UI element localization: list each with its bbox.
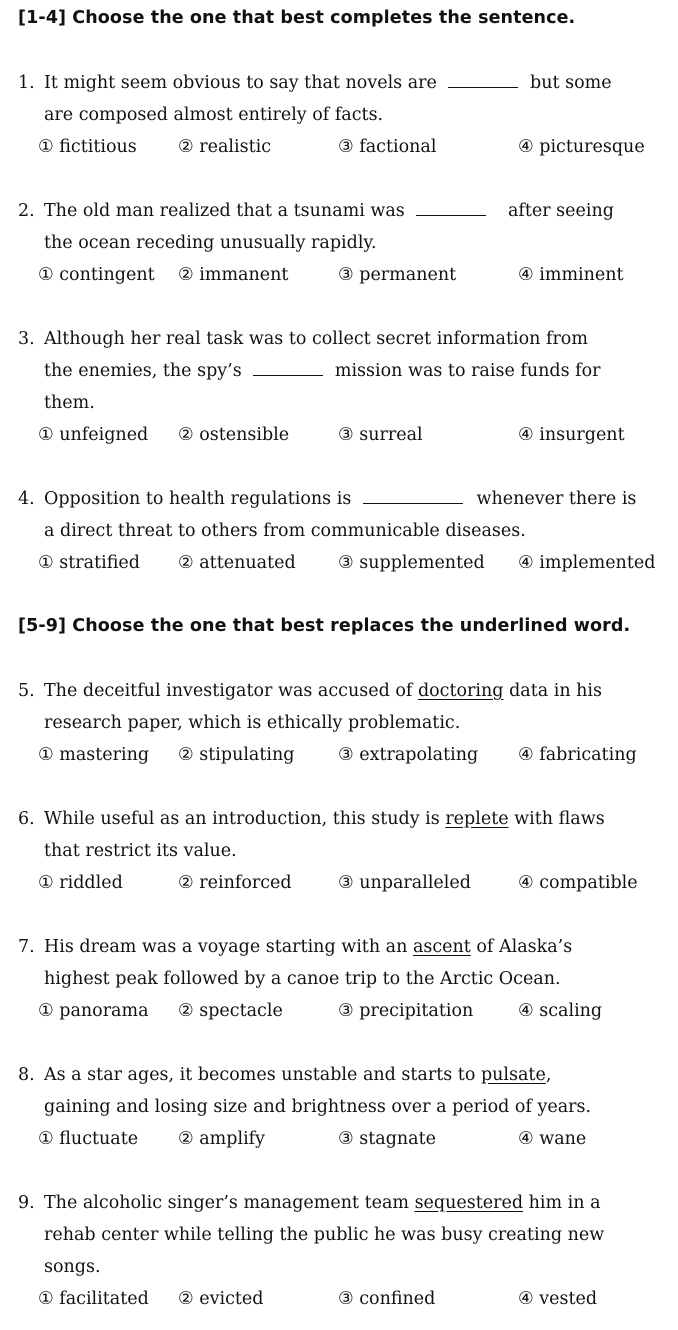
section-title-1-4: [1-4] Choose the one that best completes the sentence. (18, 8, 576, 28)
option-2[interactable]: ② spectacle (178, 1001, 283, 1021)
option-1[interactable]: ① contingent (38, 265, 155, 285)
option-3[interactable]: ③ permanent (338, 265, 457, 285)
option-4[interactable]: ④ wane (518, 1129, 587, 1149)
underlined-word: pulsate (480, 1065, 546, 1085)
option-4[interactable]: ④ fabricating (518, 745, 637, 765)
question-line (44, 360, 601, 382)
question-line: highest peak followed by a canoe trip to the Arctic Ocean. (44, 969, 561, 989)
question-line: Although her real task was to collect secret information from (44, 329, 588, 349)
question-text: the enemies, the spy’s (44, 361, 242, 381)
option-2[interactable]: ② stipulating (178, 745, 295, 765)
question-text: , (545, 1065, 552, 1085)
question-text: data in his (509, 681, 603, 701)
option-3[interactable]: ③ unparalleled (338, 873, 471, 893)
question-text: His dream was a voyage starting with an (44, 937, 408, 957)
question-number: 5. (18, 681, 35, 701)
question-line: songs. (44, 1257, 101, 1277)
option-2[interactable]: ② ostensible (178, 425, 290, 445)
underlined-word: sequestered (414, 1193, 524, 1213)
question-line: that restrict its value. (44, 841, 237, 861)
question-line (44, 488, 636, 510)
option-3[interactable]: ③ confined (338, 1289, 436, 1309)
option-2[interactable]: ② immanent (178, 265, 289, 285)
question-text: Opposition to health regulations is (44, 489, 352, 509)
option-4[interactable]: ④ compatible (518, 873, 638, 893)
question-text: him in a (528, 1193, 601, 1213)
question-text: with flaws (514, 809, 605, 829)
question-text: The alcoholic singer’s management team (44, 1193, 409, 1213)
answer-blank (416, 214, 486, 216)
question-line: the ocean receding unusually rapidly. (44, 233, 377, 253)
question-number: 8. (18, 1065, 35, 1085)
option-3[interactable]: ③ precipitation (338, 1001, 474, 1021)
option-3[interactable]: ③ stagnate (338, 1129, 436, 1149)
option-4[interactable]: ④ implemented (518, 553, 656, 573)
question-text: The old man realized that a tsunami was (44, 201, 405, 221)
option-2[interactable]: ② evicted (178, 1289, 264, 1309)
answer-blank (363, 502, 463, 504)
option-1[interactable]: ① fictitious (38, 137, 137, 157)
option-1[interactable]: ① riddled (38, 873, 123, 893)
question-number: 1. (18, 73, 35, 93)
question-text: The deceitful investigator was accused of (44, 681, 413, 701)
question-text: after seeing (507, 201, 614, 221)
question-text: but some (530, 73, 612, 93)
question-line: gaining and losing size and brightness over a period of years. (44, 1097, 592, 1117)
question-line: a direct threat to others from communicable diseases. (44, 521, 526, 541)
question-line (44, 680, 602, 702)
question-line (44, 936, 572, 958)
section-title-5-9: [5-9] Choose the one that best replaces the underlined word. (18, 616, 631, 636)
answer-blank (253, 374, 323, 376)
question-text: mission was to raise funds for (334, 361, 601, 381)
option-1[interactable]: ① unfeigned (38, 425, 149, 445)
option-1[interactable]: ① stratified (38, 553, 140, 573)
option-4[interactable]: ④ imminent (518, 265, 624, 285)
question-text: It might seem obvious to say that novels are (44, 73, 437, 93)
underlined-word: doctoring (417, 681, 504, 701)
question-line (44, 808, 605, 830)
question-number: 7. (18, 937, 35, 957)
option-4[interactable]: ④ vested (518, 1289, 598, 1309)
question-line (44, 200, 614, 222)
question-line (44, 1192, 601, 1214)
option-3[interactable]: ③ surreal (338, 425, 423, 445)
option-2[interactable]: ② realistic (178, 137, 272, 157)
option-4[interactable]: ④ scaling (518, 1001, 603, 1021)
underlined-word: ascent (412, 937, 471, 957)
option-4[interactable]: ④ insurgent (518, 425, 625, 445)
question-number: 3. (18, 329, 35, 349)
option-1[interactable]: ① facilitated (38, 1289, 149, 1309)
question-number: 6. (18, 809, 35, 829)
question-line (44, 1064, 551, 1086)
question-line (44, 72, 654, 94)
question-line: research paper, which is ethically problematic. (44, 713, 461, 733)
question-number: 2. (18, 201, 35, 221)
option-1[interactable]: ① panorama (38, 1001, 149, 1021)
question-number: 9. (18, 1193, 35, 1213)
option-3[interactable]: ③ extrapolating (338, 745, 479, 765)
option-4[interactable]: ④ picturesque (518, 137, 645, 157)
question-line: rehab center while telling the public he was busy creating new (44, 1225, 605, 1245)
question-text: While useful as an introduction, this study is (44, 809, 440, 829)
option-2[interactable]: ② reinforced (178, 873, 292, 893)
question-text: As a star ages, it becomes unstable and starts to (44, 1065, 476, 1085)
option-1[interactable]: ① fluctuate (38, 1129, 139, 1149)
option-2[interactable]: ② attenuated (178, 553, 296, 573)
question-line: are composed almost entirely of facts. (44, 105, 384, 125)
question-text: of Alaska’s (476, 937, 573, 957)
option-3[interactable]: ③ supplemented (338, 553, 485, 573)
question-number: 4. (18, 489, 35, 509)
question-text: whenever there is (476, 489, 637, 509)
answer-blank (448, 86, 518, 88)
option-2[interactable]: ② amplify (178, 1129, 266, 1149)
option-3[interactable]: ③ factional (338, 137, 437, 157)
question-line: them. (44, 393, 95, 413)
underlined-word: replete (445, 809, 509, 829)
option-1[interactable]: ① mastering (38, 745, 150, 765)
